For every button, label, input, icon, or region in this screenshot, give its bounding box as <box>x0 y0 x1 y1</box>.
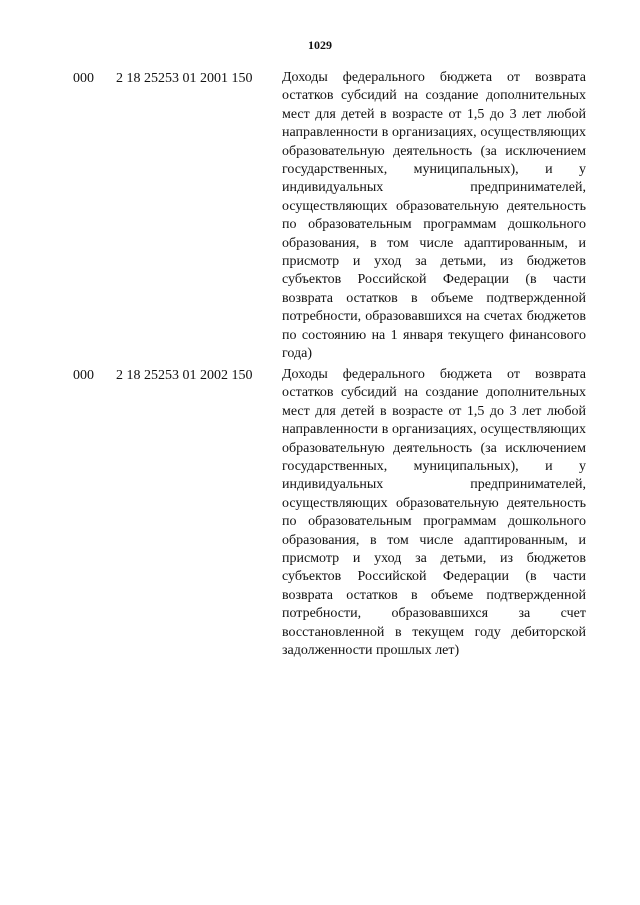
admin-code: 000 <box>73 368 94 383</box>
revenue-description: Доходы федерального бюджета от возврата остатков субсидий на создание дополнительных мест для детей в возрасте от 1,5 до 3 лет любой направленности в организациях, осуществляющих образовательную деятельность (за исключением государственных, муниципальных), и у индивидуальных предпринимателей, осуществляющих образовательную деятельность по образовательным программам дошкольного образования, в том числе адаптированным, и присмотр и уход за детьми, из бюджетов субъектов Российской Федерации (в части возврата остатков в объеме подтвержденной потребности, образовавшихся за счет восстановленной в текущем году дебиторской задолженности прошлых лет) <box>282 367 586 659</box>
admin-code: 000 <box>73 71 94 86</box>
revenue-description: Доходы федерального бюджета от возврата остатков субсидий на создание дополнительных мест для детей в возрасте от 1,5 до 3 лет любой направленности в организациях, осуществляющих образовательную деятельность (за исключением государственных, муниципальных), и у индивидуальных предпринимателей, осуществляющих образовательную деятельность по образовательным программам дошкольного образования, в том числе адаптированным, и присмотр и уход за детьми, из бюджетов субъектов Российской Федерации (в части возврата остатков в объеме подтвержденной потребности, образовавшихся на счетах бюджетов по состоянию на 1 января текущего финансового года) <box>282 70 586 362</box>
page-number: 1029 <box>308 38 332 52</box>
classification-code: 2 18 25253 01 2002 150 <box>116 368 253 383</box>
classification-code: 2 18 25253 01 2001 150 <box>116 71 253 86</box>
